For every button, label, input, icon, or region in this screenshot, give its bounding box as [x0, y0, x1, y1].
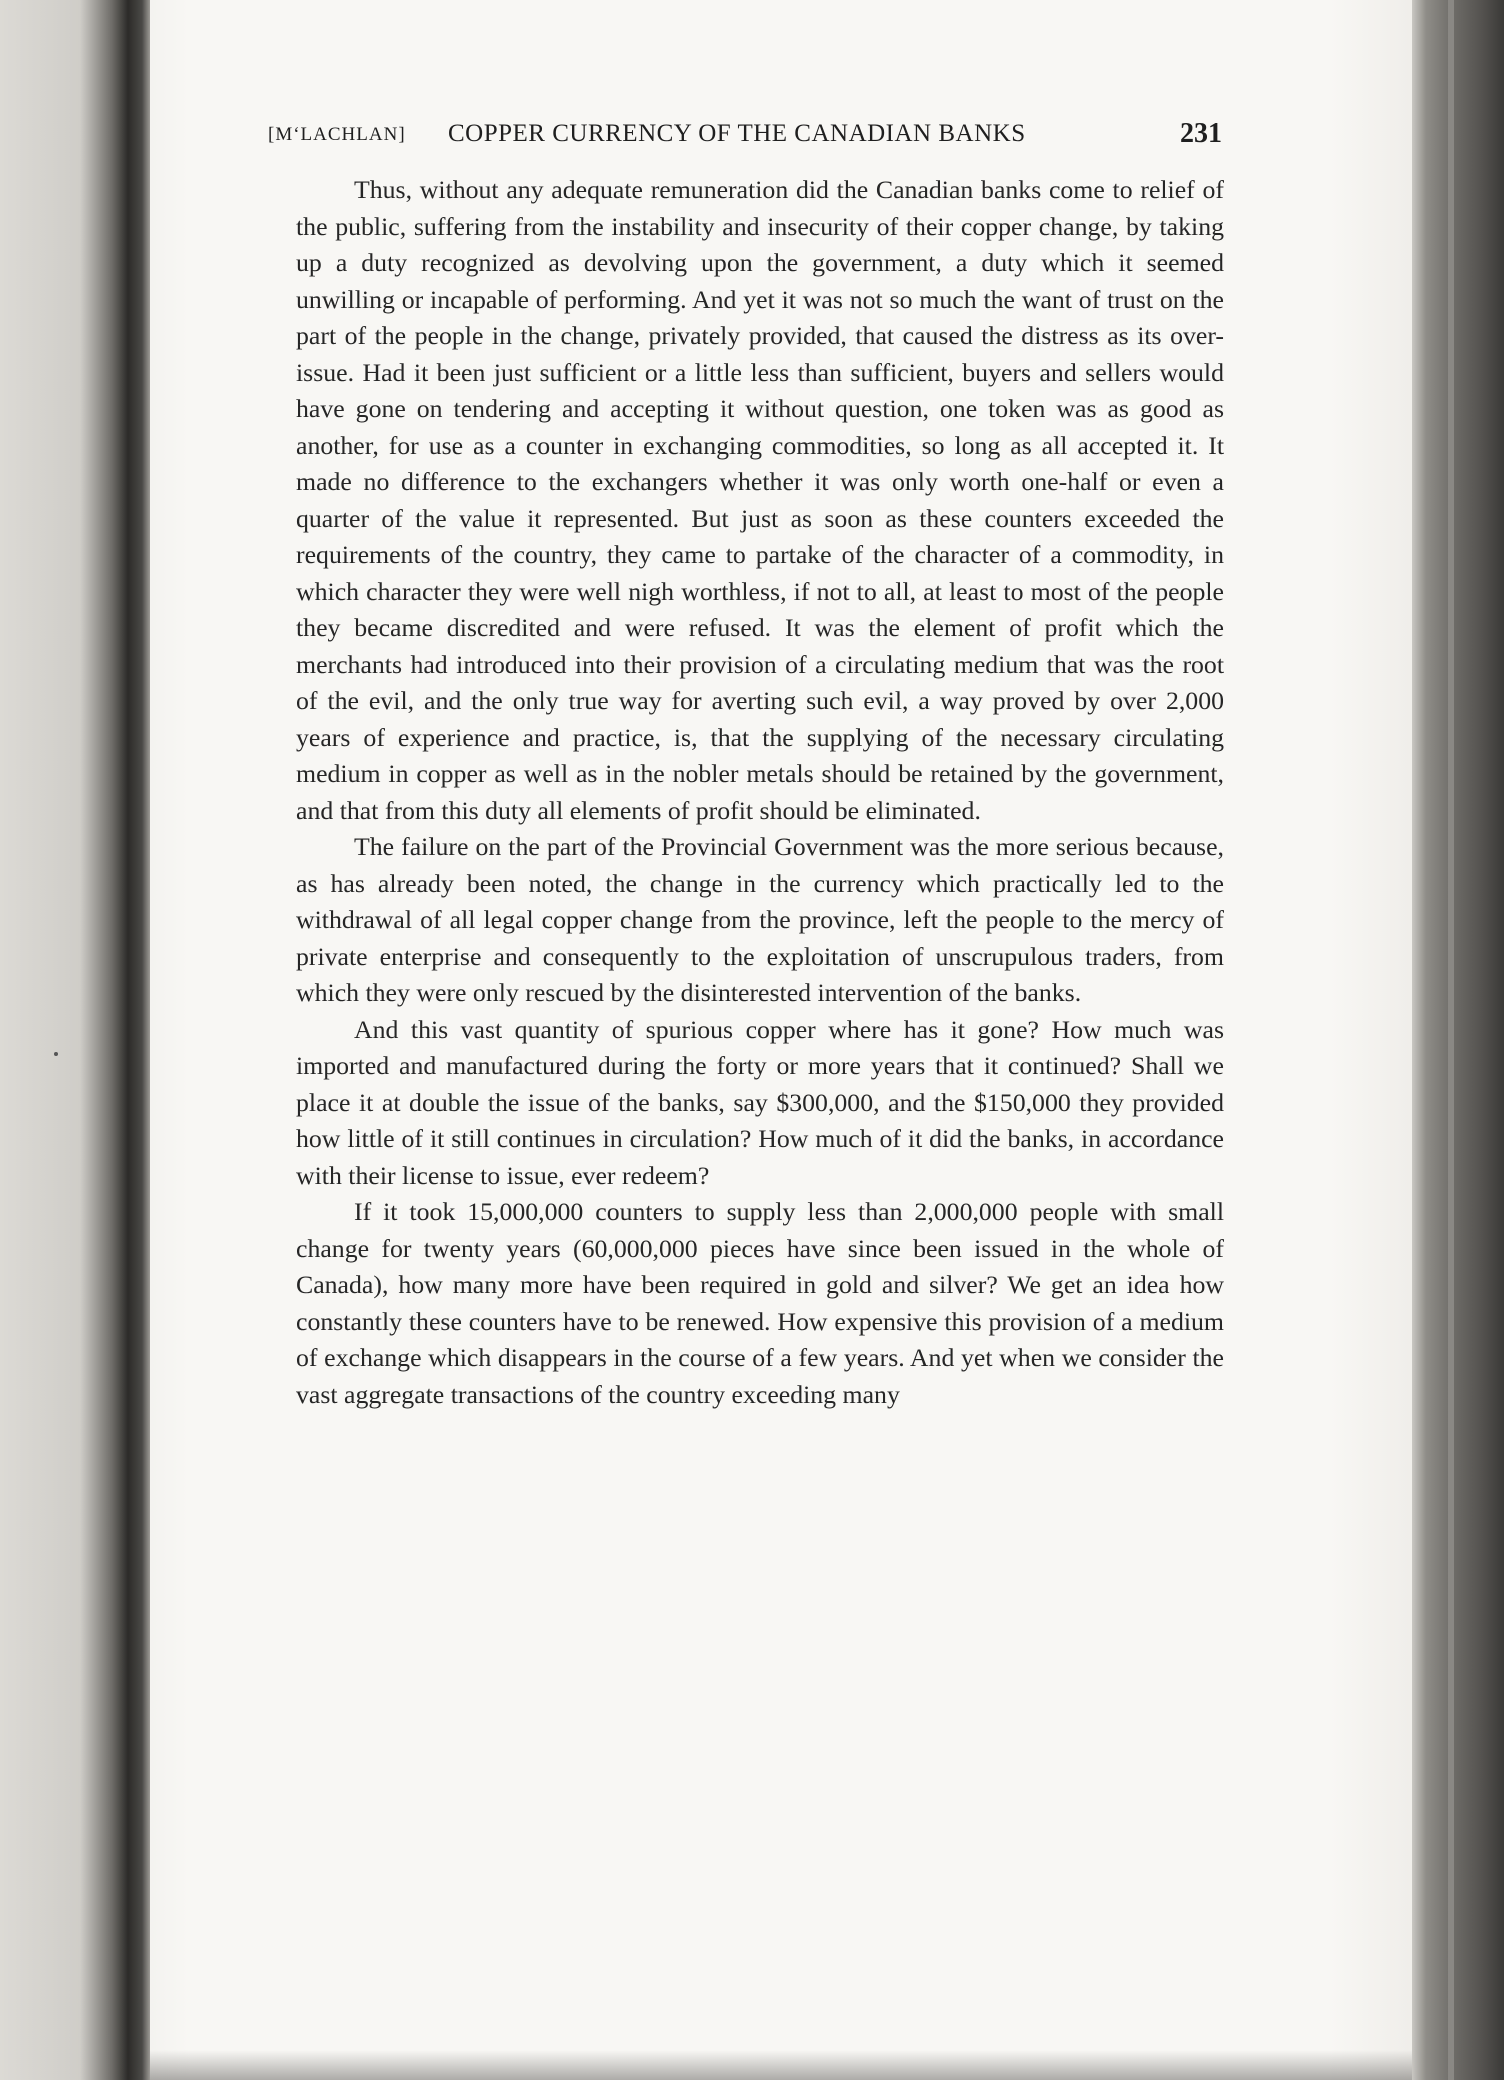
paragraph-1: Thus, without any adequate remuneration did the Canadian banks come to relief of the public, suffering from the instability and insecurity of their copper change, by taking up a duty recognized as devolving upon the government, a duty which it seemed unwilling or incapable of performing. And yet it was not so much the want of trust on the part of the people in the change, privately provided, that caused the distress as its over-issue. Had it been just sufficient or a little less than sufficient, buyers and sellers would have gone on tendering and accepting it without question, one token was as good as another, for use as a counter in exchanging commodities, so long as all accepted it. It made no difference to the exchangers whether it was only worth one-half or even a quarter of the value it represented. But just as soon as these counters exceeded the requirements of the country, they came to partake of the character of a commodity, in which character they were well nigh worthless, if not to all, at least to most of the people they became discredited and were refused. It was the element of profit which the merchants had introduced into their provision of a circulating medium that was the root of the evil, and the only true way for averting such evil, a way proved by over 2,000 years of experience and practice, is, that the supplying of the necessary circulating medium in copper as well as in the nobler metals should be retained by the government, and that from this duty all elements of profit should be eliminated.	[296, 175, 1224, 825]
left-book-gutter	[0, 0, 150, 2080]
page-number: 231	[1180, 118, 1222, 149]
paragraph-3: And this vast quantity of spurious copper where has it gone? How much was imported and manufactured during the forty or more years that it continued? Shall we place it at double the issue of the banks, say $300,000, and the $150,000 they provided how little of it still continues in circulation? How much of it did the banks, in accordance with their license to issue, ever redeem?	[296, 1014, 1224, 1190]
page-bottom-shadow	[150, 2050, 1412, 2080]
running-head	[268, 114, 1222, 154]
paragraph-4: If it took 15,000,000 counters to supply less than 2,000,000 people with small change for twenty years (60,000,000 pieces have since been issued in the whole of Canada), how many more have been required in gold and silver? We get an idea how constantly these counters have to be renewed. How expensive this provision of a medium of exchange which disappears in the course of a few years. And yet when we consider the vast aggregate transactions of the country exceeding many	[296, 1197, 1224, 1409]
body-text	[296, 172, 1224, 1413]
right-book-edge	[1412, 0, 1504, 2080]
scan-speck	[54, 1052, 58, 1056]
running-head-author: [M‘LACHLAN]	[268, 124, 406, 145]
running-head-title: COPPER CURRENCY OF THE CANADIAN BANKS	[448, 120, 1026, 147]
paragraph-2: The failure on the part of the Provincial Government was the more serious because, as has already been noted, the change in the currency which practically led to the withdrawal of all legal copper change from the province, left the people to the mercy of private enterprise and consequently to the exploitation of unscrupulous traders, from which they were only rescued by the disinterested intervention of the banks.	[296, 832, 1224, 1007]
